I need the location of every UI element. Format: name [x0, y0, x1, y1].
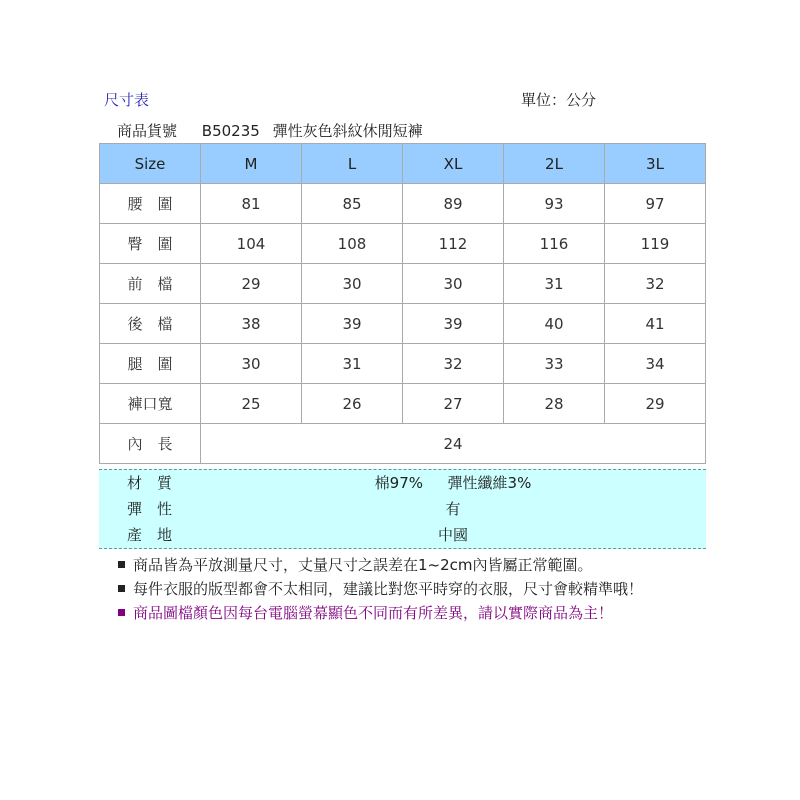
table-cell: 25	[201, 384, 302, 424]
row-label-thigh: 腿 圍	[100, 344, 201, 384]
table-cell: 119	[605, 224, 706, 264]
row-label-front-rise: 前 檔	[100, 264, 201, 304]
table-cell: 28	[504, 384, 605, 424]
table-cell: 85	[302, 184, 403, 224]
table-cell: 40	[504, 304, 605, 344]
product-label: 商品貨號	[117, 122, 178, 140]
inseam-value: 24	[201, 424, 706, 464]
table-cell: 112	[403, 224, 504, 264]
product-code: B50235	[201, 122, 260, 140]
row-label-leg-opening: 褲口寬	[100, 384, 201, 424]
table-cell: 30	[403, 264, 504, 304]
table-row	[100, 384, 706, 424]
table-row	[100, 184, 706, 224]
table-row	[100, 264, 706, 304]
note-item	[118, 577, 643, 601]
table-cell: 108	[302, 224, 403, 264]
elasticity-label: 彈 性	[127, 500, 173, 518]
table-cell: 26	[302, 384, 403, 424]
table-cell: 38	[201, 304, 302, 344]
table-cell: 41	[605, 304, 706, 344]
table-cell: 97	[605, 184, 706, 224]
square-bullet-icon	[118, 585, 125, 592]
table-row	[100, 344, 706, 384]
table-cell: 116	[504, 224, 605, 264]
square-bullet-icon	[118, 561, 125, 568]
row-label-waist: 腰 圍	[100, 184, 201, 224]
chart-title: 尺寸表	[104, 91, 150, 109]
table-cell: 32	[605, 264, 706, 304]
table-cell: 31	[302, 344, 403, 384]
origin-row	[99, 522, 706, 548]
table-cell: 93	[504, 184, 605, 224]
material-section	[99, 469, 706, 549]
size-header-corner: Size	[100, 144, 201, 184]
notes-list	[118, 553, 643, 625]
table-cell: 81	[201, 184, 302, 224]
table-row	[100, 224, 706, 264]
table-cell: 29	[201, 264, 302, 304]
table-cell: 33	[504, 344, 605, 384]
size-header-row	[100, 144, 706, 184]
size-table	[99, 143, 706, 464]
size-header-m: M	[201, 144, 302, 184]
square-bullet-icon	[118, 609, 125, 616]
table-cell: 30	[302, 264, 403, 304]
elasticity-row	[99, 496, 706, 522]
product-name: 彈性灰色斜紋休閒短褲	[272, 122, 423, 140]
table-cell: 29	[605, 384, 706, 424]
size-header-2l: 2L	[504, 144, 605, 184]
size-header-l: L	[302, 144, 403, 184]
table-cell: 32	[403, 344, 504, 384]
table-cell: 34	[605, 344, 706, 384]
table-cell: 104	[201, 224, 302, 264]
note-item	[118, 601, 643, 625]
size-header-xl: XL	[403, 144, 504, 184]
note-text: 商品皆為平放測量尺寸，丈量尺寸之誤差在1~2cm內皆屬正常範圍。	[133, 556, 593, 574]
table-cell: 39	[403, 304, 504, 344]
table-row	[100, 424, 706, 464]
table-cell: 27	[403, 384, 504, 424]
size-header-3l: 3L	[605, 144, 706, 184]
note-item	[118, 553, 643, 577]
product-info	[117, 120, 423, 141]
origin-value: 中國	[437, 526, 468, 544]
row-label-back-rise: 後 檔	[100, 304, 201, 344]
table-cell: 39	[302, 304, 403, 344]
origin-label: 產 地	[127, 526, 173, 544]
unit-label: 單位：公分	[521, 91, 597, 109]
table-cell: 89	[403, 184, 504, 224]
material-label: 材 質	[127, 474, 173, 492]
table-cell: 31	[504, 264, 605, 304]
elasticity-value: 有	[445, 500, 461, 518]
row-label-inseam: 內 長	[100, 424, 201, 464]
row-label-hip: 臀 圍	[100, 224, 201, 264]
material-value: 棉97% 彈性纖維3%	[374, 474, 532, 492]
table-row	[100, 304, 706, 344]
note-text: 商品圖檔顏色因每台電腦螢幕顯色不同而有所差異，請以實際商品為主！	[133, 604, 614, 622]
table-cell: 30	[201, 344, 302, 384]
note-text: 每件衣服的版型都會不太相同，建議比對您平時穿的衣服，尺寸會較精準哦！	[133, 580, 644, 598]
material-row	[99, 470, 706, 496]
